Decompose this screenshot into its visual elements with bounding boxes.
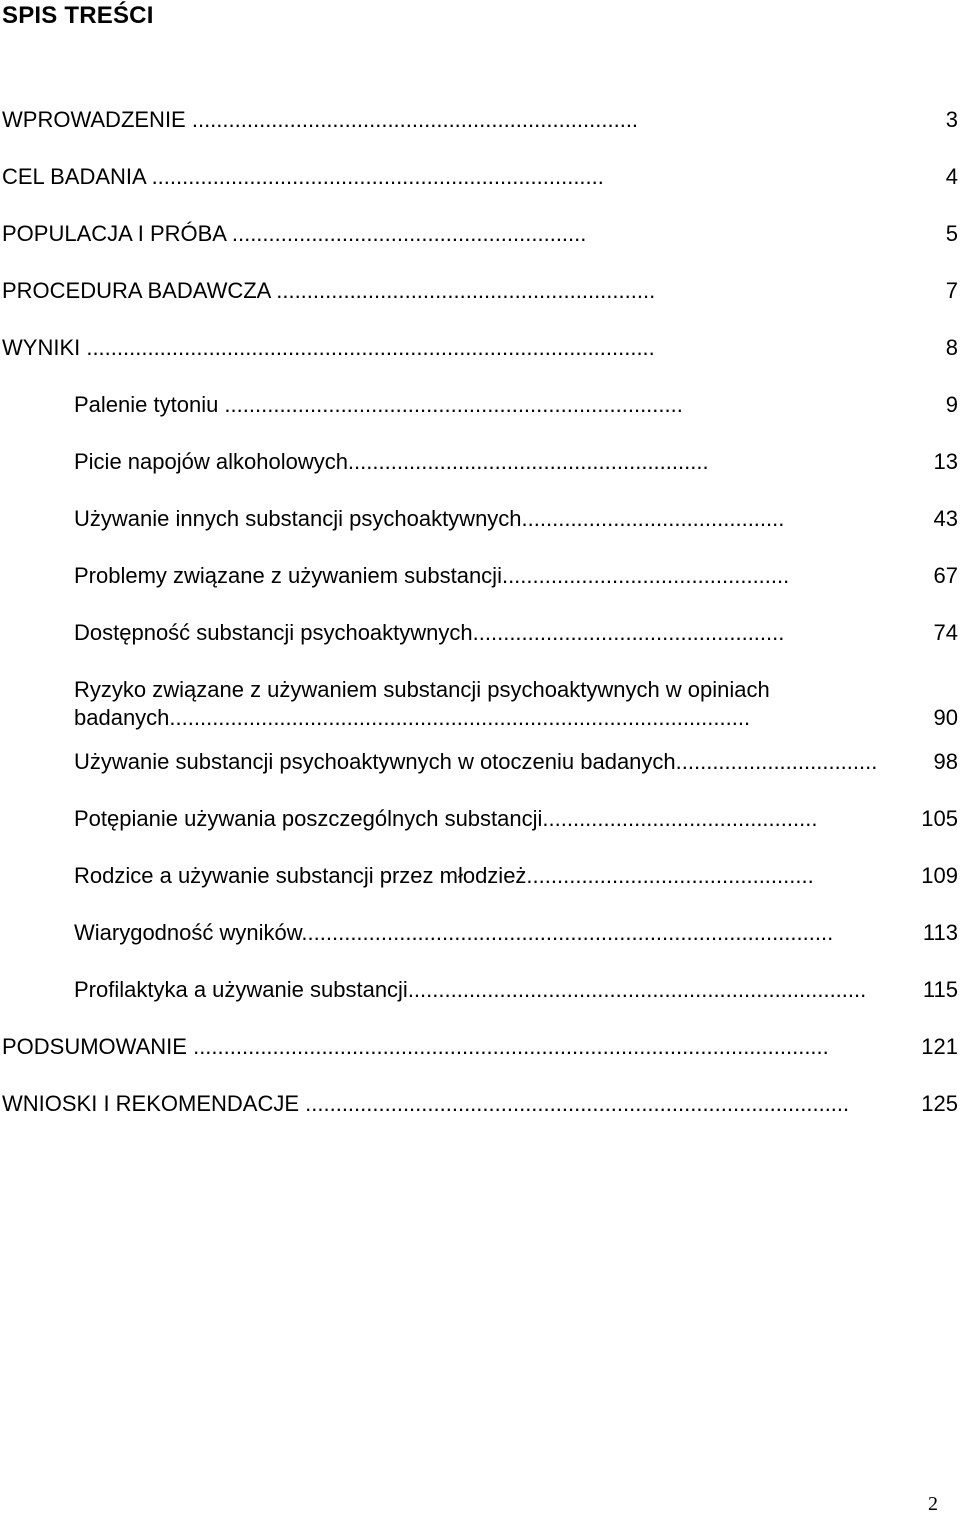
toc-entry-label: WYNIKI .............................................................................................: [2, 335, 655, 360]
toc-entry-podsumowanie[interactable]: [0, 1033, 960, 1090]
toc-entry-page: 7: [945, 278, 958, 303]
toc-entry-page: 67: [933, 563, 958, 588]
toc-entry-label: Rodzice a używanie substancji przez młodzież...............................................: [74, 863, 814, 888]
toc-entry-page: 9: [945, 392, 958, 417]
page-number: 2: [928, 1493, 938, 1515]
toc-entry-page: 105: [921, 806, 958, 831]
toc-entry-ryzyko[interactable]: [0, 676, 960, 748]
toc-entry-wnioski[interactable]: [0, 1090, 960, 1147]
toc-entry-label: Palenie tytoniu ...........................................................................: [74, 392, 683, 417]
toc-entry-wyniki[interactable]: [0, 334, 960, 391]
toc-entry-page: 5: [945, 221, 958, 246]
toc-entry-label: Używanie substancji psychoaktywnych w otoczeniu badanych.................................: [74, 749, 878, 774]
toc-entry-palenie[interactable]: [0, 391, 960, 448]
toc-entry-page: 98: [933, 749, 958, 774]
toc-entry-otoczenie[interactable]: [0, 748, 960, 805]
toc-entry-page: 109: [921, 863, 958, 888]
toc-entry-page: 3: [945, 107, 958, 132]
toc-entry-problemy[interactable]: [0, 562, 960, 619]
toc-title: SPIS TREŚCI: [2, 2, 154, 29]
toc-entry-page: 43: [933, 506, 958, 531]
toc-entry-label: Picie napojów alkoholowych...........................................................: [74, 449, 709, 474]
toc-entry-label: Profilaktyka a używanie substancji...........................................................................: [74, 977, 867, 1002]
toc-entry-dostepnosc[interactable]: [0, 619, 960, 676]
toc-entry-page: 4: [945, 164, 958, 189]
toc-entry-label: POPULACJA I PRÓBA ..........................................................: [2, 221, 587, 246]
toc-entry-label: Wiarygodność wyników.......................................................................................: [74, 920, 834, 945]
table-of-contents: [0, 106, 960, 1147]
toc-entry-procedura[interactable]: [0, 277, 960, 334]
toc-entry-page: 125: [921, 1091, 958, 1116]
toc-entry-picie[interactable]: [0, 448, 960, 505]
toc-entry-uzywanie-innych[interactable]: [0, 505, 960, 562]
toc-entry-label: Problemy związane z używaniem substancji...............................................: [74, 563, 790, 588]
toc-entry-label: WPROWADZENIE .........................................................................: [2, 107, 639, 132]
toc-entry-wiarygodnosc[interactable]: [0, 919, 960, 976]
toc-entry-page: 113: [922, 920, 958, 945]
toc-entry-profilaktyka[interactable]: [0, 976, 960, 1033]
toc-entry-rodzice[interactable]: [0, 862, 960, 919]
toc-entry-label: CEL BADANIA ..........................................................................: [2, 164, 604, 189]
toc-entry-page: 121: [921, 1034, 958, 1059]
toc-entry-label: PODSUMOWANIE ........................................................................................................: [2, 1034, 829, 1059]
toc-entry-page: 90: [933, 705, 958, 730]
toc-entry-page: 74: [933, 620, 958, 645]
toc-entry-label: Potępianie używania poszczególnych substancji.............................................: [74, 806, 818, 831]
toc-entry-label: WNIOSKI I REKOMENDACJE .........................................................................................: [2, 1091, 850, 1116]
toc-entry-wprowadzenie[interactable]: [0, 106, 960, 163]
toc-entry-potepianie[interactable]: [0, 805, 960, 862]
toc-entry-page: 115: [922, 977, 958, 1002]
toc-entry-populacja[interactable]: [0, 220, 960, 277]
toc-entry-label: Używanie innych substancji psychoaktywnych...........................................: [74, 506, 785, 531]
toc-entry-page: 13: [933, 449, 958, 474]
toc-entry-label: Ryzyko związane z używaniem substancji psychoaktywnych w opiniach badanych...............................................................................................: [74, 677, 770, 730]
toc-entry-label: PROCEDURA BADAWCZA ..............................................................: [2, 278, 656, 303]
toc-entry-cel-badania[interactable]: [0, 163, 960, 220]
toc-entry-page: 8: [945, 335, 958, 360]
toc-entry-label: Dostępność substancji psychoaktywnych...................................................: [74, 620, 785, 645]
